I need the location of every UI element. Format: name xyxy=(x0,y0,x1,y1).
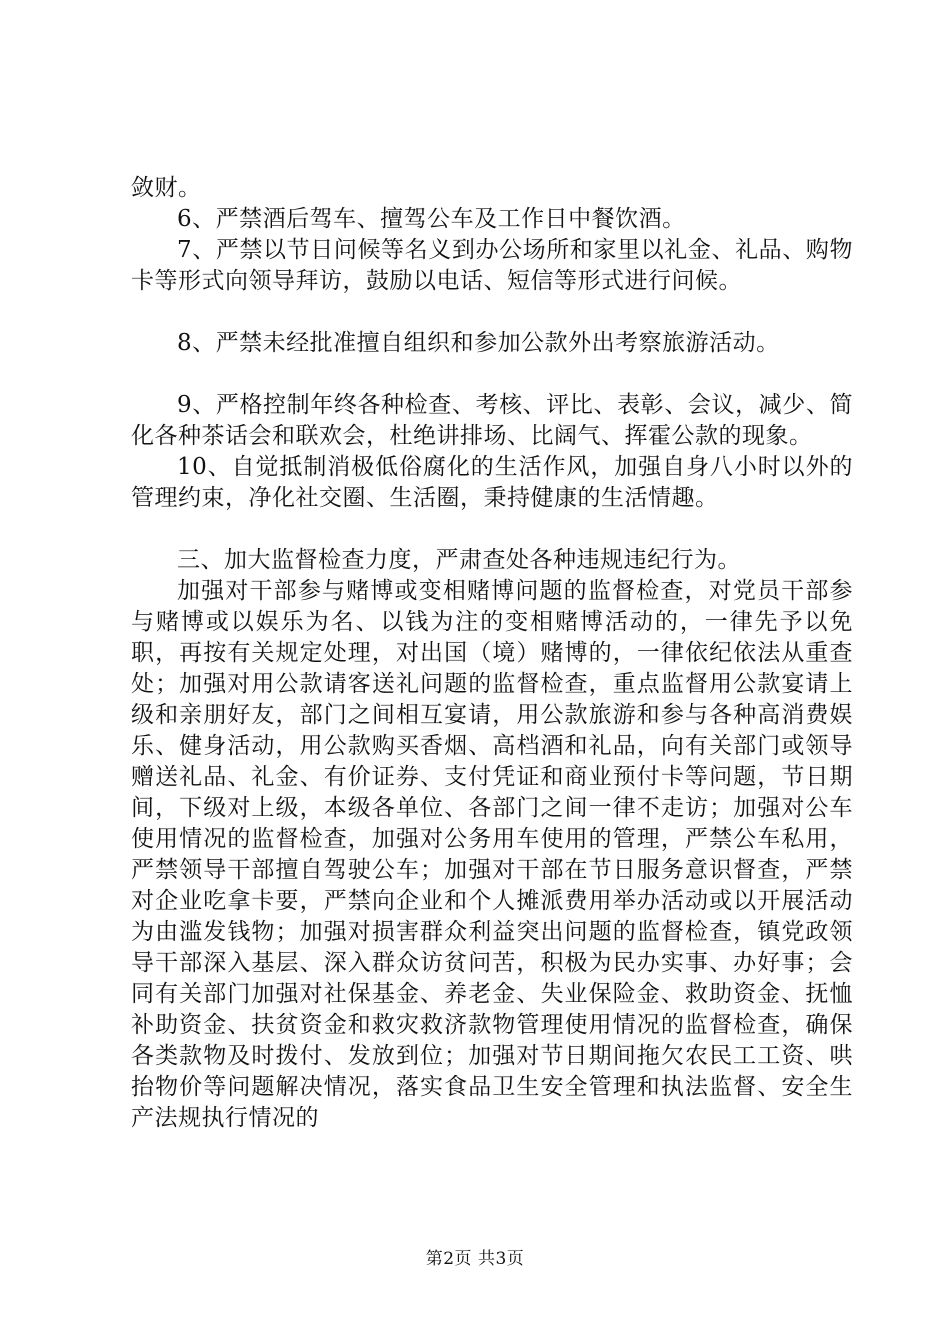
paragraph-supervision: 加强对干部参与赌博或变相赌博问题的监督检查，对党员干部参与赌博或以娱乐为名、以钱为注的变相赌博活动的，一律先予以免职，再按有关规定处理，对出国（境）赌博的，一律依纪依法从重查处；加强对用公款请客送礼问题的监督检查，重点监督用公款宴请上级和亲朋好友，部门之间相互宴请，用公款旅游和参与各种高消费娱乐、健身活动，用公款购买香烟、高档酒和礼品，向有关部门或领导赠送礼品、礼金、有价证券、支付凭证和商业预付卡等问题，节日期间，下级对上级，本级各单位、各部门之间一律不走访；加强对公车使用情况的监督检查，加强对公务用车使用的管理，严禁公车私用，严禁领导干部擅自驾驶公车；加强对干部在节日服务意识督查，严禁对企业吃拿卡要，严禁向企业和个人摊派费用举办活动或以开展活动为由滥发钱物；加强对损害群众利益突出问题的监督检查，镇党政领导干部深入基层、深入群众访贫问苦，积极为民办实事、办好事；会同有关部门加强对社保基金、养老金、失业保险金、救助资金、抚恤补助资金、扶贫资金和救灾救济款物管理使用情况的监督检查，确保各类款物及时拨付、发放到位；加强对节日期间拖欠农民工工资、哄抬物价等问题解决情况，落实食品卫生安全管理和执法监督、安全生产法规执行情况的 xyxy=(131,578,853,1131)
section-heading-three: 三、加大监督检查力度，严肃查处各种违规违纪行为。 xyxy=(177,547,741,573)
paragraph-item-7: 7、严禁以节日问候等名义到办公场所和家里以礼金、礼品、购物卡等形式向领导拜访，鼓励以电话、短信等形式进行问候。 xyxy=(131,237,853,294)
paragraph-item-6: 6、严禁酒后驾车、擅驾公车及工作日中餐饮酒。 xyxy=(177,206,686,232)
document-body xyxy=(131,173,853,1134)
paragraph-continuation: 敛财。 xyxy=(131,175,202,201)
paragraph-item-8: 8、严禁未经批准擅自组织和参加公款外出考察旅游活动。 xyxy=(177,330,780,356)
paragraph-item-9: 9、严格控制年终各种检查、考核、评比、表彰、会议，减少、简化各种茶话会和联欢会，杜绝讲排场、比阔气、挥霍公款的现象。 xyxy=(131,392,853,449)
page-footer xyxy=(0,1244,950,1269)
page-number: 第2页 共3页 xyxy=(425,1249,525,1269)
paragraph-item-10: 10、自觉抵制消极低俗腐化的生活作风，加强自身八小时以外的管理约束，净化社交圈、生活圈，秉持健康的生活情趣。 xyxy=(131,454,853,511)
